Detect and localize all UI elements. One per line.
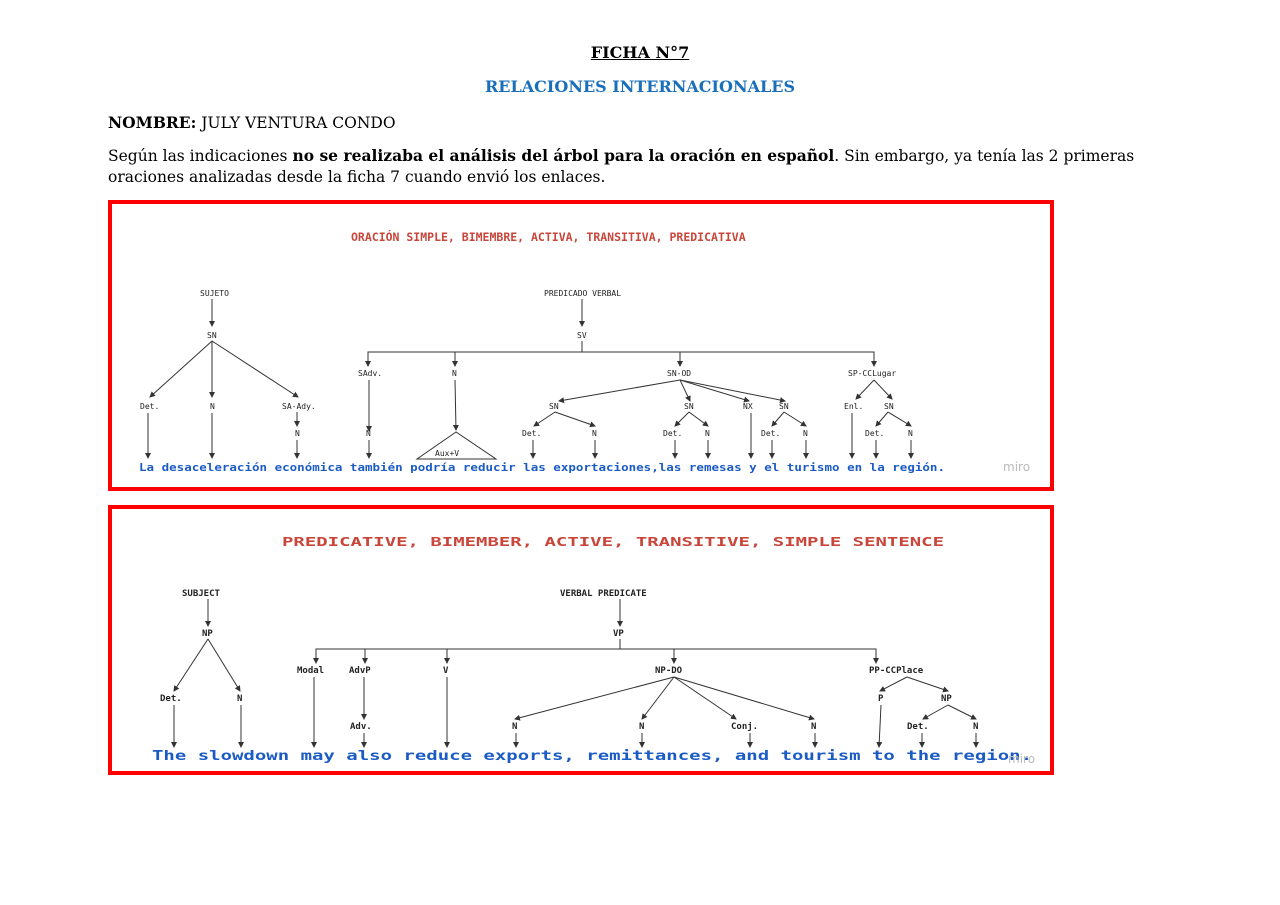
intro-text-bold: no se realizaba el análisis del árbol para la oración en español (292, 146, 835, 165)
node-pp-ccplace: PP-CCPlace (869, 666, 924, 676)
node-advp: AdvP (349, 666, 371, 676)
node-n: N (512, 722, 518, 732)
page-subtitle: RELACIONES INTERNACIONALES (485, 77, 795, 96)
intro-text-1: Según las indicaciones (108, 147, 293, 165)
node-det: Det. (907, 722, 929, 732)
spanish-tree-title: ORACIÓN SIMPLE, BIMEMBRE, ACTIVA, TRANSITIVA, PREDICATIVA (351, 230, 746, 244)
node-n: N (366, 429, 371, 438)
node-n: N (592, 429, 597, 438)
node-aux-v: Aux+V (435, 449, 460, 458)
page-title: FICHA N°7 (590, 43, 690, 62)
english-tree-image (108, 505, 1054, 775)
student-name: JULY VENTURA CONDO (201, 114, 396, 132)
node-det: Det. (522, 429, 542, 438)
node-det: Det. (865, 429, 885, 438)
node-sn: SN (207, 331, 217, 340)
node-verbal-predicate: VERBAL PREDICATE (560, 589, 647, 599)
node-sn: SN (884, 402, 894, 411)
node-np: NP (941, 694, 952, 704)
node-sn: SN (549, 402, 559, 411)
node-det: Det. (761, 429, 781, 438)
spanish-sentence: La desaceleración económica también podría reducir las exportaciones,las remesas y el turismo en la región. (139, 461, 945, 474)
node-np-do: NP-DO (655, 666, 683, 676)
node-n: N (973, 722, 979, 732)
node-nx: NX (743, 402, 753, 411)
node-sn-od: SN-OD (667, 369, 692, 378)
node-conj: Conj. (731, 722, 759, 732)
name-label: NOMBRE: (108, 113, 197, 132)
node-n: N (452, 369, 457, 378)
node-sadv: SAdv. (358, 369, 383, 378)
node-sa-ady: SA-Ady. (282, 402, 316, 411)
node-vp: VP (613, 629, 624, 639)
node-predicado: PREDICADO VERBAL (544, 289, 622, 298)
node-det: Det. (140, 402, 160, 411)
node-sujeto: SUJETO (200, 289, 229, 298)
node-det: Det. (663, 429, 683, 438)
node-n: N (811, 722, 817, 732)
node-np: NP (202, 629, 213, 639)
node-det: Det. (160, 694, 182, 704)
node-n: N (237, 694, 243, 704)
node-sn: SN (684, 402, 694, 411)
english-tree-diagram (112, 509, 1058, 779)
spanish-tree-image (108, 200, 1054, 491)
node-n: N (210, 402, 215, 411)
node-n: N (908, 429, 913, 438)
miro-watermark: miro (1003, 460, 1031, 474)
node-n: N (639, 722, 645, 732)
node-v: V (443, 666, 449, 676)
node-modal: Modal (297, 666, 325, 676)
node-sv: SV (577, 331, 587, 340)
intro-text-2: . Sin embargo, ya tenía las 2 primeras oraciones analizadas desde la ficha 7 cuando envió los enlaces. (108, 147, 1135, 186)
node-enl: Enl. (844, 402, 864, 411)
english-sentence: The slowdown may also reduce exports, remittances, and tourism to the region. (152, 749, 1032, 764)
node-n: N (803, 429, 808, 438)
student-name-line (108, 113, 396, 132)
node-sn: SN (779, 402, 789, 411)
node-adv: Adv. (350, 722, 372, 732)
node-subject: SUBJECT (182, 589, 220, 599)
node-p: P (878, 694, 884, 704)
node-n: N (705, 429, 710, 438)
miro-watermark: miro (1008, 752, 1036, 766)
spanish-tree-diagram (112, 204, 1058, 495)
node-n: N (295, 429, 300, 438)
intro-paragraph (108, 145, 1168, 188)
node-sp-cclugar: SP-CCLugar (848, 369, 897, 378)
english-tree-title: PREDICATIVE, BIMEMBER, ACTIVE, TRANSITIVE, SIMPLE SENTENCE (282, 535, 944, 549)
